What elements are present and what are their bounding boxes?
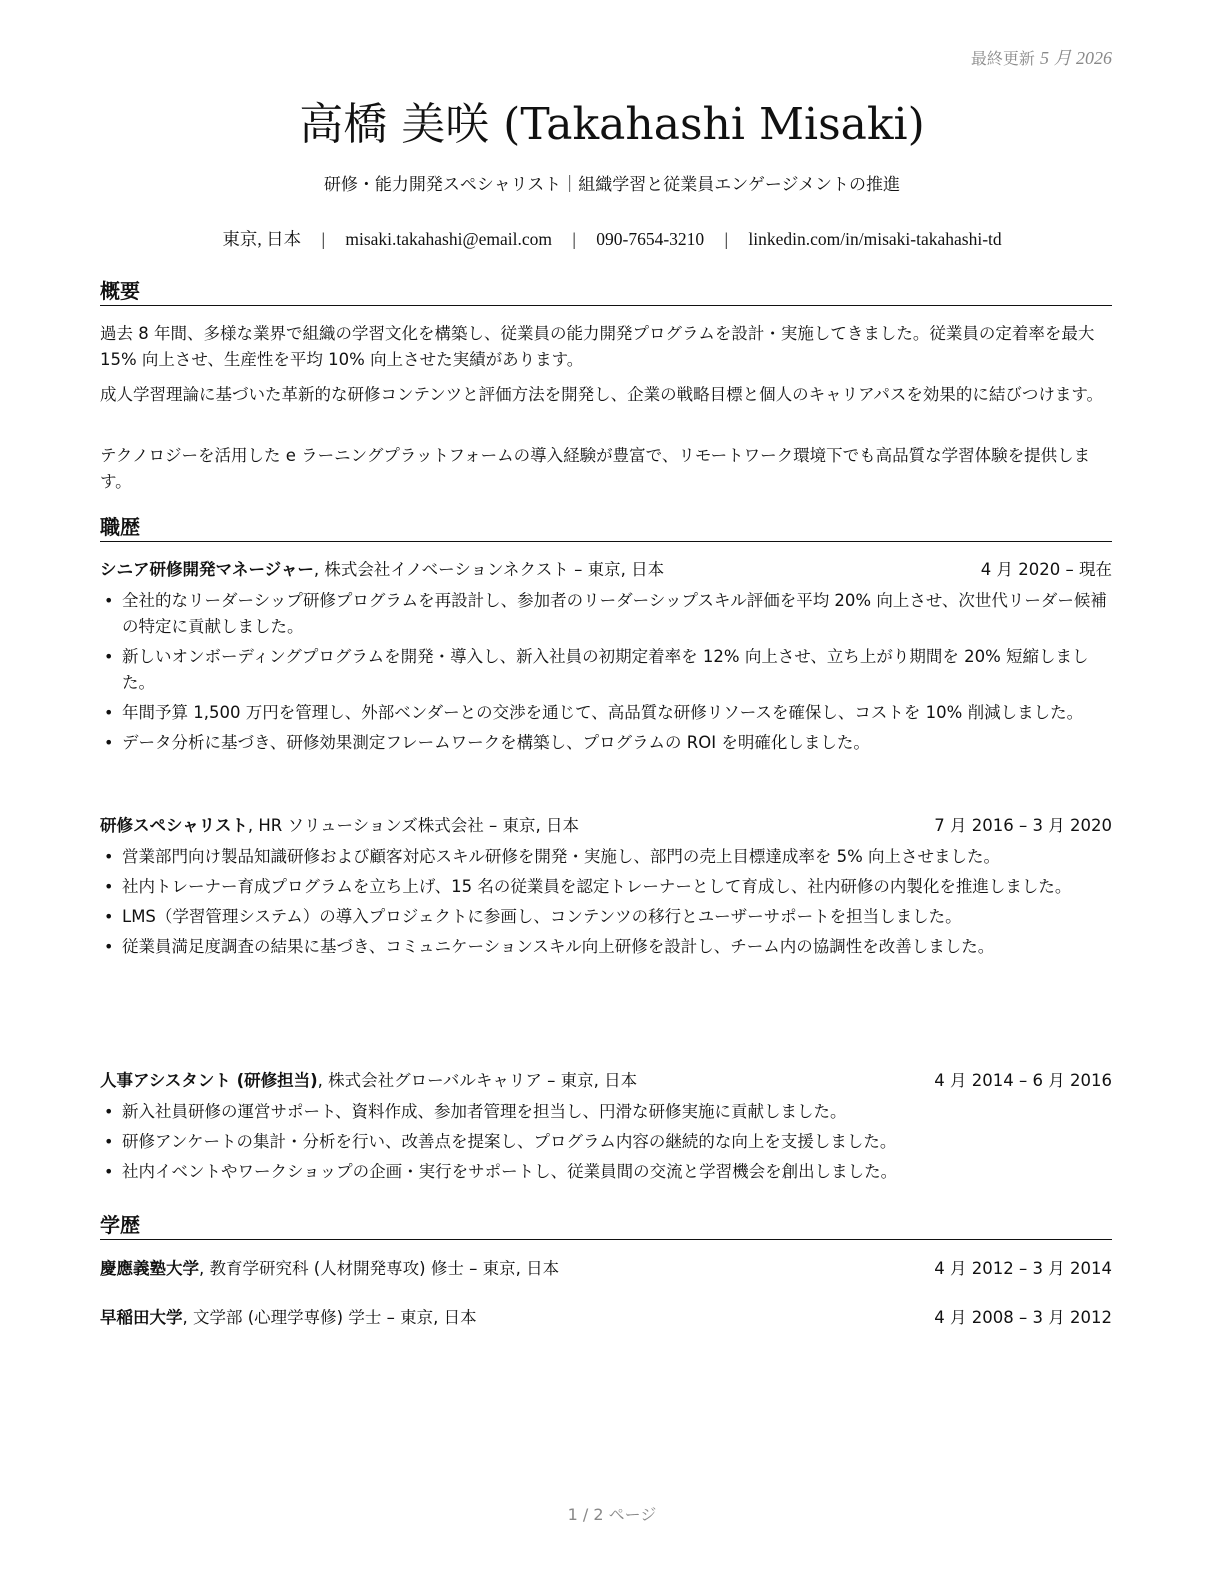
bullet-icon: • [104, 937, 114, 956]
job-bullet-text: 社内イベントやワークショップの企画・実行をサポートし、従業員間の交流と学習機会を創出しました。 [122, 1162, 898, 1181]
section-title-summary: 概要 [100, 278, 1112, 306]
job-bullet [100, 588, 1112, 640]
last-updated-label: 最終更新 [970, 49, 1035, 68]
job-bullet-text: 研修アンケートの集計・分析を行い、改善点を提案し、プログラム内容の継続的な向上を支援しました。 [122, 1132, 897, 1151]
page-number: 1 / 2 ページ [567, 1505, 657, 1524]
summary-paragraph: 成人学習理論に基づいた革新的な研修コンテンツと評価方法を開発し、企業の戦略目標と個人のキャリアパスを効果的に結びつけます。 [100, 385, 1104, 404]
contact-separator: | [321, 229, 325, 249]
job-bullet-list [100, 588, 1112, 760]
summary-paragraph: 過去 8 年間、多様な業界で組織の学習文化を構築し、従業員の能力開発プログラムを設計・実施してきました。従業員の定着率を最大 15% 向上させ、生産性を平均 10% 向上させた実績があります。 [100, 324, 1095, 369]
job-bullet-text: LMS（学習管理システム）の導入プロジェクトに参画し、コンテンツの移行とユーザーサポートを担当しました。 [122, 907, 962, 926]
job-bullet-text: 新入社員研修の運営サポート、資料作成、参加者管理を担当し、円滑な研修実施に貢献しました。 [122, 1102, 847, 1121]
contact-email[interactable]: misaki.takahashi@email.com [345, 229, 552, 249]
job-bullet [100, 874, 1112, 900]
job-bullet [100, 904, 1112, 930]
job-bullet [100, 1099, 1112, 1125]
job-company: , HR ソリューションズ株式会社 – 東京, 日本 [247, 816, 580, 835]
contact-phone[interactable]: 090-7654-3210 [596, 229, 705, 249]
education-detail: , 文学部 (心理学専修) 学士 – 東京, 日本 [182, 1308, 477, 1327]
last-updated-date: 5 月 2026 [1040, 48, 1112, 68]
job-company: , 株式会社イノベーションネクスト – 東京, 日本 [313, 560, 665, 579]
job-bullet [100, 644, 1112, 696]
job-bullet-text: 営業部門向け製品知識研修および顧客対応スキル研修を開発・実施し、部門の売上目標達成率を 5% 向上させました。 [122, 847, 1001, 866]
bullet-icon: • [104, 1102, 114, 1121]
candidate-name: 高橋 美咲 (Takahashi Misaki) [299, 99, 925, 150]
job-bullet-list [100, 844, 1112, 964]
job-company: , 株式会社グローバルキャリア – 東京, 日本 [317, 1071, 638, 1090]
education-school: 慶應義塾大学 [100, 1259, 199, 1278]
contact-separator: | [724, 229, 729, 249]
education-entry [100, 1305, 1112, 1331]
job-bullet [100, 700, 1112, 726]
job-bullet [100, 844, 1112, 870]
job-bullet [100, 730, 1112, 756]
job-bullet-list [100, 1099, 1112, 1189]
education-entry [100, 1256, 1112, 1282]
job-title: 研修スペシャリスト [100, 816, 248, 835]
bullet-icon: • [104, 703, 114, 722]
education-dates: 4 月 2012 – 3 月 2014 [934, 1259, 1112, 1278]
job-title: 人事アシスタント (研修担当) [100, 1071, 318, 1090]
job-bullet-text: 全社的なリーダーシップ研修プログラムを再設計し、参加者のリーダーシップスキル評価を平均 20% 向上させ、次世代リーダー候補の特定に貢献しました。 [122, 591, 1107, 636]
job-bullet [100, 934, 1112, 960]
job-header [100, 557, 1112, 583]
education-detail: , 教育学研究科 (人材開発専攻) 修士 – 東京, 日本 [199, 1259, 560, 1278]
bullet-icon: • [104, 1162, 114, 1181]
job-bullet-text: データ分析に基づき、研修効果測定フレームワークを構築し、プログラムの ROI を明確化しました。 [122, 733, 870, 752]
job-dates: 7 月 2016 – 3 月 2020 [934, 816, 1112, 835]
section-title-experience: 職歴 [100, 514, 1112, 542]
bullet-icon: • [104, 733, 114, 752]
contact-location: 東京, 日本 [222, 229, 302, 249]
education-dates: 4 月 2008 – 3 月 2012 [934, 1308, 1112, 1327]
job-bullet [100, 1129, 1112, 1155]
bullet-icon: • [104, 591, 114, 610]
job-bullet-text: 従業員満足度調査の結果に基づき、コミュニケーションスキル向上研修を設計し、チーム内の協調性を改善しました。 [122, 937, 995, 956]
contact-separator: | [572, 229, 576, 249]
bullet-icon: • [104, 847, 114, 866]
job-title: シニア研修開発マネージャー [100, 560, 314, 579]
bullet-icon: • [104, 1132, 114, 1151]
job-header [100, 813, 1112, 839]
contact-line [0, 226, 1224, 251]
bullet-icon: • [104, 907, 114, 926]
job-dates: 4 月 2020 – 現在 [980, 560, 1112, 579]
job-bullet-text: 新しいオンボーディングプログラムを開発・導入し、新入社員の初期定着率を 12% 向上させ、立ち上がり期間を 20% 短縮しました。 [122, 647, 1089, 692]
job-header [100, 1068, 1112, 1094]
job-bullet-text: 年間予算 1,500 万円を管理し、外部ベンダーとの交渉を通じて、高品質な研修リソースを確保し、コストを 10% 削減しました。 [122, 703, 1084, 722]
bullet-icon: • [104, 647, 114, 666]
last-updated [971, 44, 1112, 70]
education-school: 早稲田大学 [100, 1308, 183, 1327]
job-bullet-text: 社内トレーナー育成プログラムを立ち上げ、15 名の従業員を認定トレーナーとして育成し、社内研修の内製化を推進しました。 [122, 877, 1072, 896]
section-title-education: 学歴 [100, 1212, 1112, 1240]
job-dates: 4 月 2014 – 6 月 2016 [934, 1071, 1112, 1090]
candidate-headline: 研修・能力開発スペシャリスト｜組織学習と従業員エンゲージメントの推進 [323, 175, 901, 195]
job-bullet [100, 1159, 1112, 1185]
summary-paragraph: テクノロジーを活用した e ラーニングプラットフォームの導入経験が豊富で、リモートワーク環境下でも高品質な学習体験を提供します。 [100, 446, 1091, 491]
bullet-icon: • [104, 877, 114, 896]
contact-linkedin[interactable]: linkedin.com/in/misaki-takahashi-td [748, 229, 1002, 249]
